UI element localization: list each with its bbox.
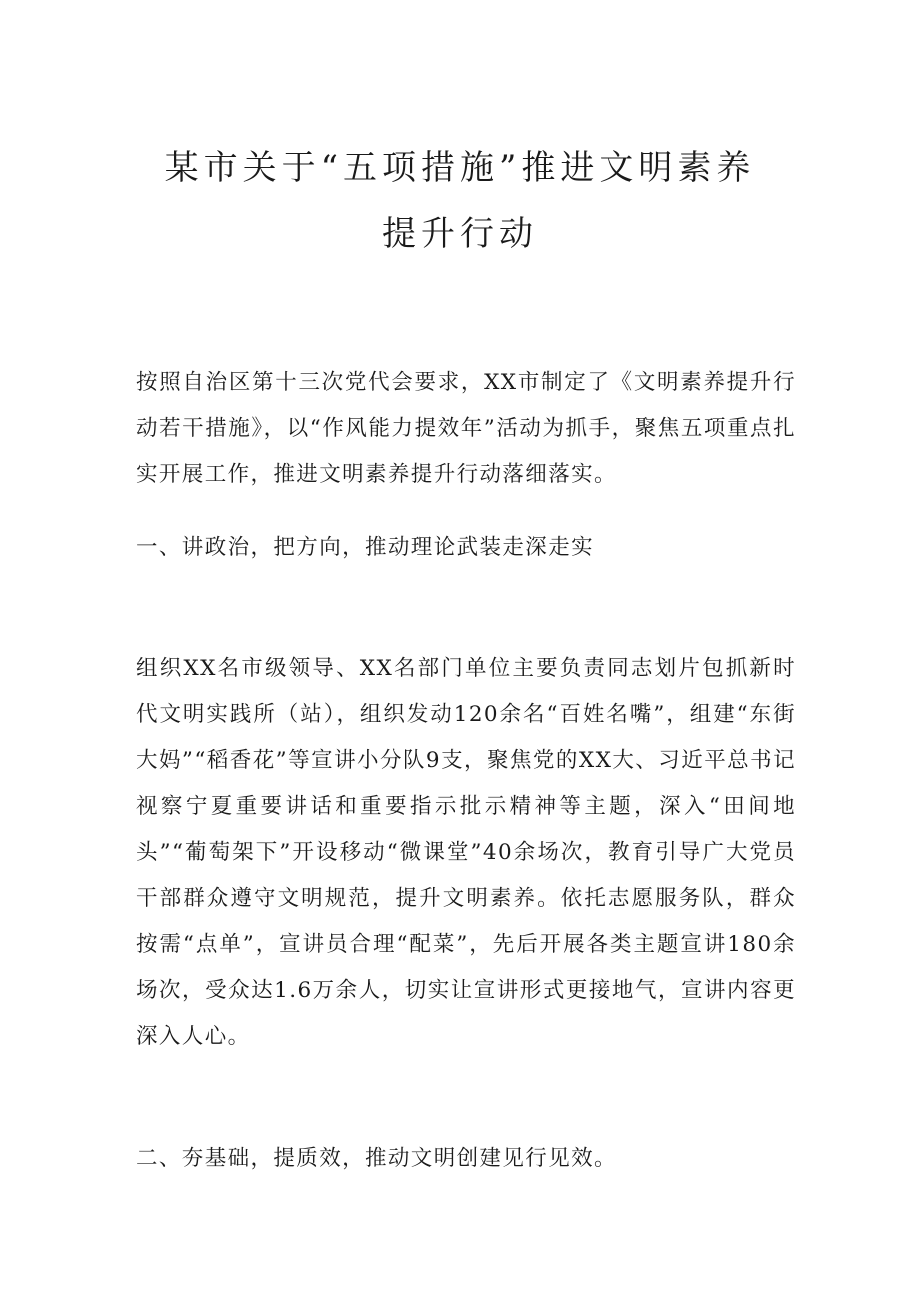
section-1-heading: 一、讲政治，把方向，推动理论武装走深走实 bbox=[136, 535, 595, 560]
document-title-line-1: 某市关于“五项措施”推进文明素养 bbox=[164, 148, 756, 188]
section-2-heading: 二、夯基础，提质效，推动文明创建见行见效。 bbox=[136, 1146, 617, 1171]
document-title-line-2: 提升行动 bbox=[382, 214, 538, 254]
intro-paragraph: 按照自治区第十三次党代会要求，XX市制定了《文明素养提升行动若干措施》，以“作风能力提效年”活动为抓手，聚焦五项重点扎实开展工作，推进文明素养提升行动落细落实。 bbox=[136, 370, 796, 487]
section-1-paragraph: 组织XX名市级领导、XX名部门单位主要负责同志划片包抓新时代文明实践所（站），组织发动120余名“百姓名嘴”，组建“东街大妈”“稻香花”等宣讲小分队9支，聚焦党的XX大、习近平总书记视察宁夏重要讲话和重要指示批示精神等主题，深入“田间地头”“葡萄架下”开设移动“微课堂”40余场次，教育引导广大党员干部群众遵守文明规范，提升文明素养。依托志愿服务队，群众按需“点单”，宣讲员合理“配菜”，先后开展各类主题宣讲180余场次，受众达1.6万余人，切实让宣讲形式更接地气，宣讲内容更深入人心。 bbox=[136, 656, 796, 1049]
